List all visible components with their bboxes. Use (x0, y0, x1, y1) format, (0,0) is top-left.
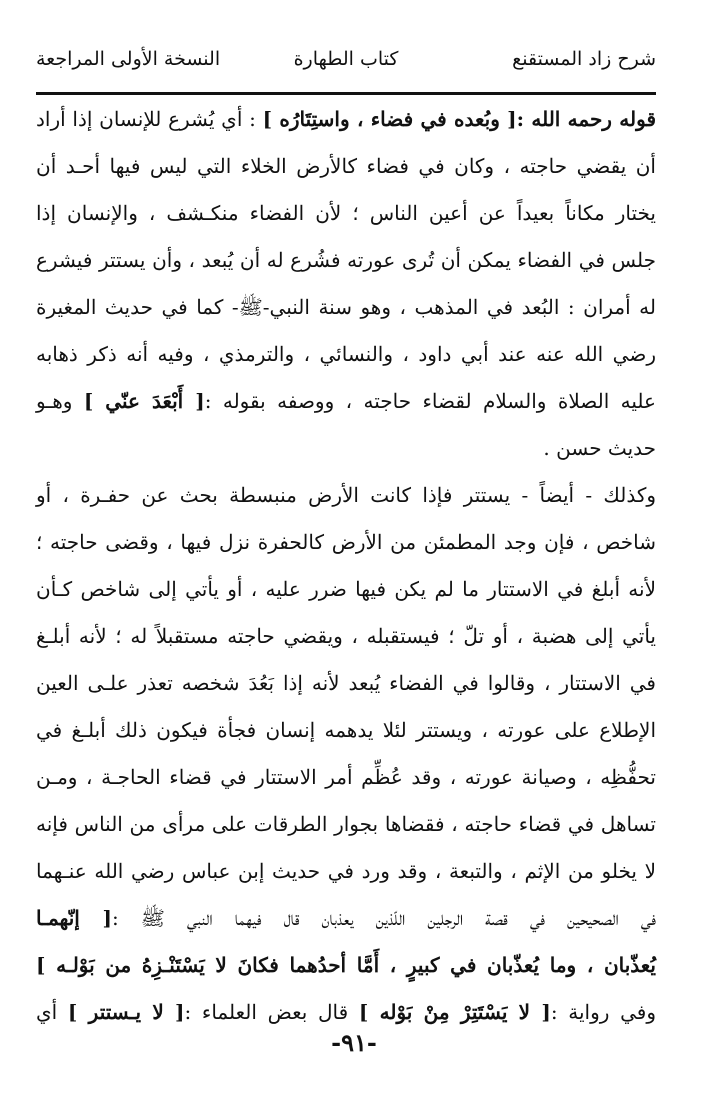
text-line: في الاستتار ، وقالوا في الفضاء يُبعد لأنه إذا بَعُدَ شخصه تعذر علـى العين (36, 671, 656, 695)
text-line: لأنه أبلغ في الاستتار ما لم يكن فيها ضرر عليه ، أو يأتي إلى شاخص كـأن (36, 577, 656, 601)
header-chapter-title: كتاب الطهارة (293, 48, 399, 70)
text-line: يختار مكاناً بعيداً عن أعين الناس ؛ لأن الفضاء منكـشف ، والإنسان إذا (36, 201, 656, 225)
text-line: جلس في الفضاء يمكن أن تُرى عورته فشُرع له أن يُبعد ، وأن يستتر فيشرع (36, 248, 656, 272)
header-book-title: شرح زاد المستقنع (512, 48, 656, 70)
text-line: في الصحيحين في قصة الرجلين اللّذين يعذبان قال فيهما النبي ﷺ :[ إنّهمـا (36, 906, 656, 930)
main-text (36, 96, 656, 1036)
text-line: قوله رحمه الله :[ وبُعده في فضاء ، واستِتَارُه ] : أي يُشرع للإنسان إذا أراد (36, 107, 657, 131)
running-header (36, 40, 656, 90)
page-number: -٩١- (331, 1028, 377, 1057)
text-line: وكذلك - أيضاً - يستتر فإذا كانت الأرض منبسطة بحث عن حفـرة ، أو (36, 483, 656, 507)
header-rule (36, 92, 656, 95)
text-line: حديث حسن . (543, 436, 656, 460)
text-line: له أمران : البُعد في المذهب ، وهو سنة النبي-ﷺ- كما في حديث المغيرة (36, 295, 656, 319)
text-line: شاخص ، فإن وجد المطمئن من الأرض كالحفرة نزل فيها ، وقضى حاجته ؛ (36, 530, 656, 554)
text-line: عليه الصلاة والسلام لقضاء حاجته ، ووصفه بقوله :[ أَبْعَدَ عنّي ] وهـو (36, 389, 656, 413)
text-line: لا يخلو من الإثم ، والتبعة ، وقد ورد في حديث إبن عباس رضي الله عنـهما (36, 859, 656, 883)
text-line: تساهل في قضاء حاجته ، فقضاها بجوار الطرقات على مرأى من الناس فإنه (36, 812, 656, 836)
text-line: الإطلاع على عورته ، ويستتر لئلا يدهمه إنسان فجأة فيكون ذلك أبلـغ في (36, 718, 656, 742)
text-line: تحفُّظِه ، وصيانة عورته ، وقد عُظِّم أمر الاستتار في قضاء الحاجـة ، ومـن (36, 765, 656, 789)
text-line: أن يقضي حاجته ، وكان في فضاء كالأرض الخلاء التي ليس فيها أحـد أن (36, 154, 656, 178)
text-line: يُعذّبان ، وما يُعذّبان في كبيرٍ ، أَمَّا أحدُهما فكانَ لا يَسْتَنْـزِهُ من بَوْلـه ] (36, 953, 657, 977)
text-line: وفي رواية :[ لا يَسْتَتِرْ مِنْ بَوْله ] قال بعض العلماء :[ لا يـستتر ] أي (36, 1000, 657, 1024)
text-line: يأتي إلى هضبة ، أو تلّ ؛ فيستقبله ، ويقضي حاجته مستقبلاً له ؛ لأنه أبلـغ (36, 624, 656, 648)
text-line: رضي الله عنه عند أبي داود ، والنسائي ، والترمذي ، وفيه أنه ذكر ذهابه (36, 342, 656, 366)
header-edition-note: النسخة الأولى المراجعة (36, 48, 221, 70)
